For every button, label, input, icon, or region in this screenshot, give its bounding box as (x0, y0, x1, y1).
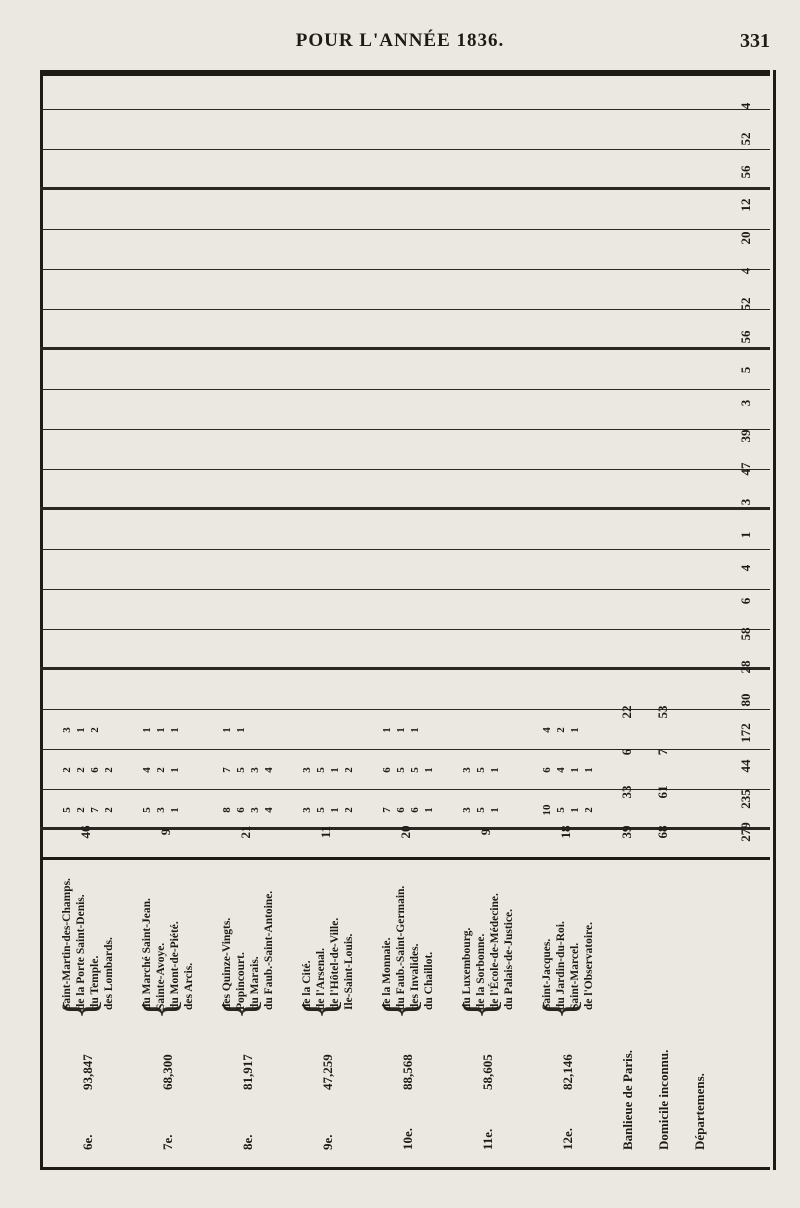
value-column (540, 718, 596, 742)
value-cell: 6 (89, 767, 101, 773)
value-cell: 2 (75, 807, 87, 813)
value-cell: 3 (61, 727, 73, 733)
value-cell: 1 (489, 807, 501, 813)
value-cell: 3 (301, 807, 313, 813)
value-cell: 7 (89, 807, 101, 813)
grand-total-value: 235 (738, 789, 753, 809)
value-cell: 1 (235, 727, 247, 733)
quartier-list (540, 860, 596, 1010)
value-column (300, 798, 356, 822)
value-cell: 5 (315, 767, 327, 773)
quartier-name: de la Cité. (301, 960, 313, 1010)
arrondissement-total: 9 (158, 828, 173, 836)
value-column (220, 798, 276, 822)
value-cell: 2 (155, 767, 167, 773)
value-cell: 1 (409, 727, 421, 733)
summary-value: 61 (655, 785, 670, 799)
value-cell: 6 (235, 807, 247, 813)
quartier-name: du Faub.-Saint-Antoine. (263, 890, 275, 1010)
value-cell (502, 718, 516, 742)
arrondissement-total: 21 (238, 825, 253, 839)
quartier-name: de la Sorbonne. (475, 933, 487, 1010)
quartier-name: Saint-Martin-des-Champs. (61, 878, 73, 1010)
value-cell: 2 (343, 767, 355, 773)
value-cell (300, 718, 314, 742)
grand-total-value: 44 (738, 759, 753, 773)
summary-value: 53 (655, 705, 670, 719)
value-cell: 10 (541, 804, 553, 816)
quartier-name: Saint-Jacques. (541, 938, 553, 1010)
summary-row (646, 70, 682, 1170)
grand-total-value: 52 (738, 297, 753, 311)
grand-total-value: 47 (738, 462, 753, 476)
value-cell: 2 (555, 727, 567, 733)
value-cell (182, 718, 196, 742)
quartier-name: des Arcis. (183, 962, 195, 1010)
value-cell: 1 (583, 767, 595, 773)
value-column (380, 718, 436, 742)
value-cell: 3 (461, 807, 473, 813)
value-cell (328, 718, 342, 742)
value-column (60, 718, 116, 742)
value-cell: 1 (169, 767, 181, 773)
value-cell: 1 (75, 727, 87, 733)
quartier-list (220, 860, 276, 1010)
value-cell: 5 (475, 807, 487, 813)
value-cell: 3 (461, 767, 473, 773)
value-cell: 4 (263, 807, 275, 813)
arrondissement-label: 11e. (480, 1128, 495, 1150)
quartier-name: Popincourt. (235, 952, 247, 1010)
value-cell: 1 (489, 767, 501, 773)
value-cell: 2 (89, 727, 101, 733)
arrondissement-label: 9e. (320, 1134, 335, 1150)
brace-glyph: { (294, 997, 345, 1020)
value-cell: 6 (409, 807, 421, 813)
value-cell: 2 (61, 767, 73, 773)
quartier-name: du Marché Saint-Jean. (141, 898, 153, 1010)
value-cell (102, 718, 116, 742)
value-cell (422, 718, 436, 742)
brace-glyph: { (374, 997, 425, 1020)
value-cell: 5 (555, 807, 567, 813)
quartier-name: Sainte-Avoye. (155, 942, 167, 1010)
quartier-list (60, 860, 116, 1010)
population-value: 81,917 (240, 1054, 255, 1090)
value-cell: 5 (395, 767, 407, 773)
statistics-table (40, 70, 770, 1170)
value-column (300, 718, 356, 742)
value-column (460, 718, 516, 742)
summary-value: 39 (619, 825, 634, 839)
value-cell: 1 (423, 767, 435, 773)
summary-value: 68 (655, 825, 670, 839)
value-cell (248, 718, 262, 742)
quartier-name: du Mont-de-Piété. (169, 921, 181, 1010)
value-cell: 5 (235, 767, 247, 773)
value-cell: 3 (249, 807, 261, 813)
arrondissement-row (530, 70, 610, 1170)
quartier-name: Saint-Marcel. (569, 942, 581, 1010)
arrondissement-total: 20 (398, 825, 413, 839)
grand-total-value: 3 (738, 498, 753, 506)
value-cell: 5 (61, 807, 73, 813)
quartier-list (300, 860, 356, 1010)
value-cell: 5 (315, 807, 327, 813)
quartier-name: des Lombards. (103, 937, 115, 1010)
grand-total-value: 4 (738, 564, 753, 572)
quartier-list (380, 860, 436, 1010)
value-cell: 6 (395, 807, 407, 813)
arrondissement-total: 9 (478, 828, 493, 836)
value-cell: 4 (541, 727, 553, 733)
quartier-list (460, 860, 516, 1010)
arrondissement-row (370, 70, 450, 1170)
summary-row-label: Banlieue de Paris. (620, 1049, 635, 1150)
grand-total-value: 172 (738, 723, 753, 743)
grand-total-value: 80 (738, 693, 753, 707)
summary-row (610, 70, 646, 1170)
grand-total-value: 56 (738, 330, 753, 344)
value-cell: 2 (75, 767, 87, 773)
grand-total-value: 1 (738, 531, 753, 539)
value-column (140, 718, 196, 742)
quartier-name: du Palais-de-Justice. (503, 909, 515, 1010)
value-column (140, 798, 196, 822)
quartier-name: du Chaillot. (423, 951, 435, 1010)
value-column (540, 758, 596, 782)
value-column (220, 758, 276, 782)
value-cell: 1 (569, 727, 581, 733)
quartier-name: du Marais. (249, 956, 261, 1010)
value-cell: 1 (395, 727, 407, 733)
population-value: 93,847 (80, 1054, 95, 1090)
arrondissement-label: 10e. (400, 1127, 415, 1150)
brace-glyph: { (54, 997, 105, 1020)
population-value: 58,605 (480, 1054, 495, 1090)
value-cell: 5 (475, 767, 487, 773)
quartier-name: de la Porte Saint-Denis. (75, 894, 87, 1010)
quartier-name: de l'École-de-Médecine. (489, 893, 501, 1010)
quartier-name: de l'Arsenal. (315, 948, 327, 1010)
value-cell: 7 (221, 767, 233, 773)
value-cell (314, 718, 328, 742)
grand-total-value: 12 (738, 198, 753, 212)
value-cell: 1 (423, 807, 435, 813)
arrondissement-total: 11 (318, 825, 333, 839)
grand-total-value: 4 (738, 267, 753, 275)
value-cell: 2 (583, 807, 595, 813)
value-column (300, 758, 356, 782)
brace-glyph: { (534, 997, 585, 1020)
value-cell: 3 (301, 767, 313, 773)
summary-value: 7 (655, 748, 670, 756)
arrondissement-label: 7e. (160, 1134, 175, 1150)
value-cell: 8 (221, 807, 233, 813)
quartier-name: de l'Hôtel-de-Ville. (329, 917, 341, 1010)
value-cell: 7 (381, 807, 393, 813)
value-cell (460, 718, 474, 742)
value-cell: 1 (169, 807, 181, 813)
grand-total-value: 39 (738, 429, 753, 443)
brace-glyph: { (454, 997, 505, 1020)
value-cell: 6 (381, 767, 393, 773)
value-cell: 2 (103, 807, 115, 813)
quartier-name: du Luxembourg. (461, 927, 473, 1010)
arrondissement-row (450, 70, 530, 1170)
grand-total-value: 58 (738, 627, 753, 641)
value-cell (488, 718, 502, 742)
arrondissement-total: 46 (78, 825, 93, 839)
arrondissement-row (210, 70, 290, 1170)
grand-total-value: 279 (738, 822, 753, 842)
value-cell: 1 (221, 727, 233, 733)
value-cell: 5 (409, 767, 421, 773)
arrondissement-label: 12e. (560, 1127, 575, 1150)
value-cell: 1 (329, 767, 341, 773)
grand-total-value: 6 (738, 597, 753, 605)
arrondissement-total: 18 (558, 825, 573, 839)
value-cell (262, 718, 276, 742)
value-column (140, 758, 196, 782)
value-cell: 4 (141, 767, 153, 773)
page-number: 331 (740, 30, 770, 52)
value-cell (502, 798, 516, 822)
grand-total-value: 5 (738, 366, 753, 374)
value-cell: 1 (329, 807, 341, 813)
value-column (460, 758, 516, 782)
value-cell: 1 (569, 807, 581, 813)
quartier-name: Ile-Saint-Louis. (343, 933, 355, 1010)
quartier-name: du Temple. (89, 955, 101, 1010)
value-cell: 2 (103, 767, 115, 773)
value-cell: 1 (381, 727, 393, 733)
grand-total-value: 28 (738, 660, 753, 674)
grand-total-value: 3 (738, 399, 753, 407)
quartier-name: du Jardin-du-Roi. (555, 921, 567, 1010)
grand-total-value: 56 (738, 165, 753, 179)
summary-row-label: Domicile inconnu. (656, 1049, 671, 1150)
value-cell: 1 (141, 727, 153, 733)
value-cell (182, 758, 196, 782)
value-cell (582, 718, 596, 742)
value-column (380, 758, 436, 782)
population-value: 68,300 (160, 1054, 175, 1090)
summary-value: 22 (619, 705, 634, 719)
value-cell: 4 (263, 767, 275, 773)
value-cell (474, 718, 488, 742)
value-column (540, 798, 596, 822)
value-cell: 1 (569, 767, 581, 773)
grand-total-value: 4 (738, 102, 753, 110)
arrondissement-row (290, 70, 370, 1170)
quartier-name: de la Monnaie. (381, 937, 393, 1010)
value-column (220, 718, 276, 742)
brace-glyph: { (214, 997, 265, 1020)
value-cell: 4 (555, 767, 567, 773)
value-cell: 5 (141, 807, 153, 813)
arrondissement-row (50, 70, 130, 1170)
value-column (380, 798, 436, 822)
population-value: 47,259 (320, 1054, 335, 1090)
arrondissement-row (130, 70, 210, 1170)
value-column (60, 798, 116, 822)
value-cell: 6 (541, 767, 553, 773)
population-value: 88,568 (400, 1054, 415, 1090)
quartier-name: de l'Observatoire. (583, 922, 595, 1010)
quartier-name: des Quinze-Vingts. (221, 917, 233, 1010)
arrondissement-label: 8e. (240, 1134, 255, 1150)
value-cell: 3 (249, 767, 261, 773)
value-cell: 1 (155, 727, 167, 733)
brace-glyph: { (134, 997, 185, 1020)
value-cell (502, 758, 516, 782)
quartier-list (140, 860, 196, 1010)
population-value: 82,146 (560, 1054, 575, 1090)
value-cell: 3 (155, 807, 167, 813)
summary-value: 6 (619, 748, 634, 756)
value-column (460, 798, 516, 822)
summary-row-label: Départemens. (692, 1073, 707, 1150)
value-column (60, 758, 116, 782)
page-title: POUR L'ANNÉE 1836. (295, 30, 505, 51)
grand-total-value: 52 (738, 132, 753, 146)
summary-row (682, 70, 718, 1170)
summary-value: 33 (619, 785, 634, 799)
value-cell (342, 718, 356, 742)
arrondissement-label: 6e. (80, 1134, 95, 1150)
quartier-name: du Faub.-Saint-Germain. (395, 885, 407, 1010)
value-cell: 2 (343, 807, 355, 813)
value-cell: 1 (169, 727, 181, 733)
quartier-name: des Invalides. (409, 943, 421, 1010)
grand-total-value: 20 (738, 231, 753, 245)
value-cell (182, 798, 196, 822)
totals-row (730, 70, 766, 1170)
